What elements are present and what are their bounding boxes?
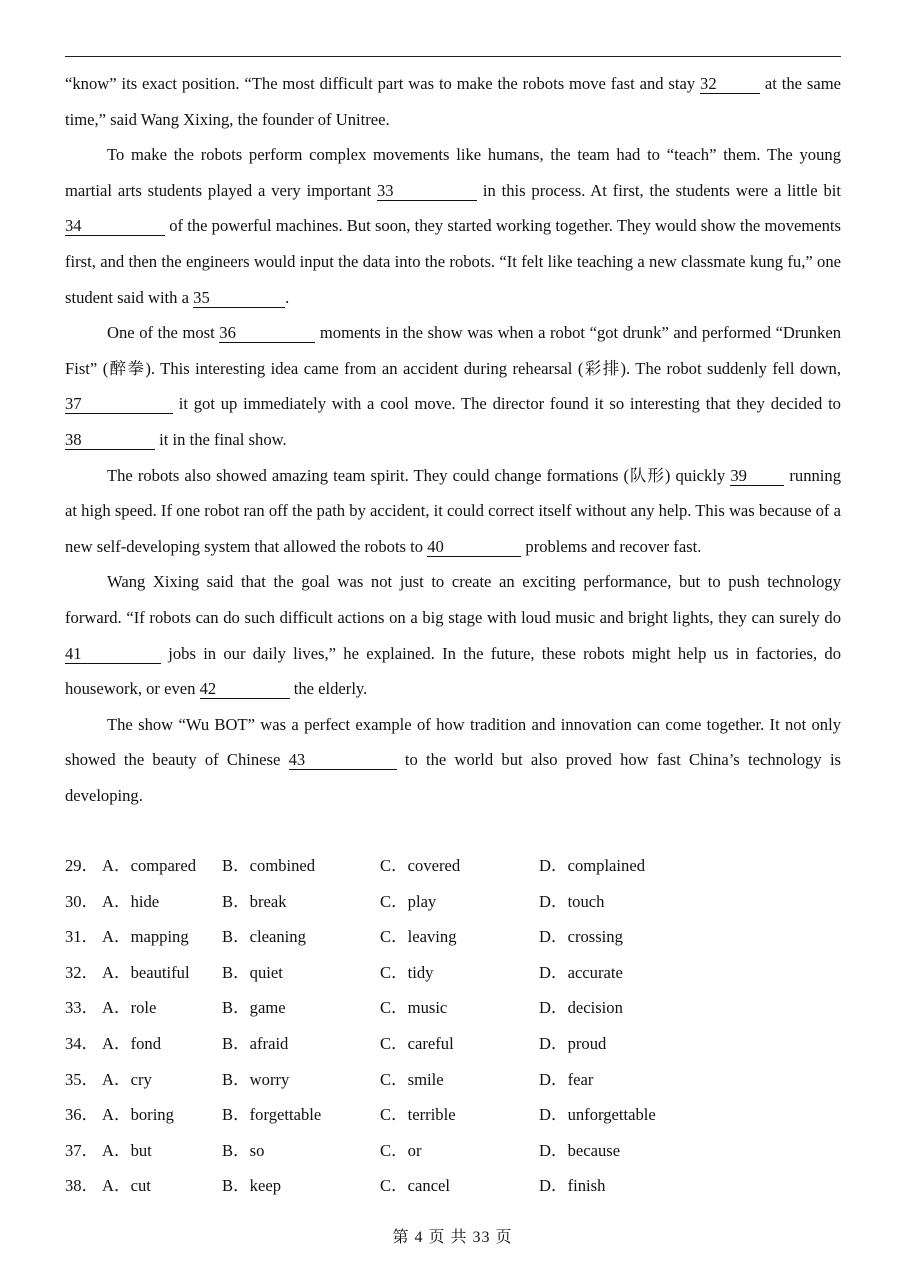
paragraph-4 <box>65 458 841 565</box>
blank-37[interactable]: 37 <box>65 394 173 414</box>
option-c[interactable]: C．smile <box>380 1069 444 1089</box>
option-b[interactable]: B．cleaning <box>222 927 306 947</box>
blank-33[interactable]: 33 <box>377 181 477 201</box>
answer-options <box>65 848 841 1204</box>
question-number: 35． <box>65 1069 99 1089</box>
option-row <box>65 1026 841 1062</box>
paragraph-text: moments in the show was when a robot “got drunk” and performed “Drunken Fist” (醉拳). This interesting idea came from an accident during rehearsal (彩排). The robot suddenly fell down, <box>65 323 841 378</box>
option-b[interactable]: B．so <box>222 1140 265 1160</box>
blank-43[interactable]: 43 <box>289 750 397 770</box>
blank-36[interactable]: 36 <box>219 323 315 343</box>
option-b[interactable]: B．worry <box>222 1069 290 1089</box>
blank-39[interactable]: 39 <box>730 466 784 486</box>
question-number: 36． <box>65 1105 99 1125</box>
paragraph-text: the elderly. <box>293 679 368 699</box>
option-c[interactable]: C．careful <box>380 1033 454 1053</box>
paragraph-1 <box>65 66 841 137</box>
paragraph-text: To make the robots perform complex movements like humans, the team had to “teach” them. The young martial arts students played a very important <box>65 145 841 200</box>
option-b[interactable]: B．break <box>222 891 287 911</box>
option-c[interactable]: C．tidy <box>380 962 434 982</box>
paragraph-text: of the powerful machines. But soon, they started working together. They would show the movements first, and then the engineers would input the data into the robots. “It felt like teaching a new classmate kung fu,” one student said with a <box>65 216 841 307</box>
paragraph-text: running at high speed. If one robot ran off the path by accident, it could correct itself without any help. This was because of a new self-developing system that allowed the robots to <box>65 465 842 556</box>
option-c[interactable]: C．covered <box>380 856 461 875</box>
option-a[interactable]: A．fond <box>102 1033 161 1053</box>
option-b[interactable]: B．afraid <box>222 1033 289 1053</box>
paragraph-5 <box>65 564 841 706</box>
option-d[interactable]: D．accurate <box>539 962 623 982</box>
blank-35[interactable]: 35 <box>193 288 285 308</box>
question-number: 31． <box>65 927 99 947</box>
option-b[interactable]: B．combined <box>222 856 316 875</box>
question-number: 37． <box>65 1140 99 1160</box>
paragraph-text: The robots also showed amazing team spirit. They could change formations (队形) quickly <box>107 465 726 485</box>
option-b[interactable]: B．keep <box>222 1176 281 1196</box>
option-a[interactable]: A．compared <box>102 856 196 875</box>
paragraph-2 <box>65 137 841 315</box>
option-b[interactable]: B．game <box>222 998 286 1018</box>
option-d[interactable]: D．decision <box>539 998 623 1018</box>
option-d[interactable]: D．fear <box>539 1069 594 1089</box>
question-number: 29． <box>65 856 99 875</box>
header-rule <box>65 56 841 57</box>
option-b[interactable]: B．forgettable <box>222 1105 322 1125</box>
option-a[interactable]: A．mapping <box>102 927 189 947</box>
option-row <box>65 884 841 920</box>
question-number: 32． <box>65 962 99 982</box>
option-a[interactable]: A．cut <box>102 1176 151 1196</box>
blank-38[interactable]: 38 <box>65 430 155 450</box>
option-a[interactable]: A．role <box>102 998 157 1018</box>
option-a[interactable]: A．beautiful <box>102 962 190 982</box>
option-d[interactable]: D．because <box>539 1140 621 1160</box>
option-d[interactable]: D．crossing <box>539 927 623 947</box>
option-row <box>65 1168 841 1204</box>
blank-42[interactable]: 42 <box>200 679 290 699</box>
option-a[interactable]: A．but <box>102 1140 152 1160</box>
page-number: 第 4 页 共 33 页 <box>392 1229 513 1246</box>
option-a[interactable]: A．hide <box>102 891 160 911</box>
question-number: 34． <box>65 1033 99 1053</box>
paragraph-text: One of the most <box>107 323 215 343</box>
question-number: 33． <box>65 998 99 1018</box>
paragraph-text: “know” its exact position. “The most difficult part was to make the robots move fast and stay <box>65 74 696 93</box>
paragraph-text: it got up immediately with a cool move. The director found it so interesting that they decided to <box>178 394 841 414</box>
option-b[interactable]: B．quiet <box>222 962 283 982</box>
paragraph-text: jobs in our daily lives,” he explained. In the future, these robots might help us in factories, do housework, or even <box>65 643 841 699</box>
paragraph-text: at the same time,” said Wang Xixing, the founder of Unitree. <box>65 74 841 129</box>
option-row <box>65 1097 841 1133</box>
option-c[interactable]: C．music <box>380 998 448 1018</box>
cloze-passage <box>65 66 841 813</box>
paragraph-text: Wang Xixing said that the goal was not just to create an exciting performance, but to push technology forward. “If robots can do such difficult actions on a big stage with loud music and bright lights, they can surely do <box>65 572 841 627</box>
option-d[interactable]: D．complained <box>539 856 645 875</box>
question-number: 30． <box>65 891 99 911</box>
option-a[interactable]: A．cry <box>102 1069 152 1089</box>
paragraph-text: problems and recover fast. <box>525 536 702 556</box>
option-row <box>65 848 841 884</box>
blank-34[interactable]: 34 <box>65 216 165 236</box>
option-row <box>65 990 841 1026</box>
option-c[interactable]: C．or <box>380 1140 422 1160</box>
option-c[interactable]: C．terrible <box>380 1105 456 1125</box>
paragraph-text: it in the final show. <box>159 429 287 449</box>
option-a[interactable]: A．boring <box>102 1105 174 1125</box>
blank-32[interactable]: 32 <box>700 74 760 94</box>
paragraph-3 <box>65 315 841 457</box>
option-row <box>65 1133 841 1169</box>
paragraph-text: in this process. At first, the students were a little bit <box>482 180 841 200</box>
blank-40[interactable]: 40 <box>427 537 521 557</box>
blank-41[interactable]: 41 <box>65 644 161 664</box>
option-d[interactable]: D．touch <box>539 891 605 911</box>
option-d[interactable]: D．proud <box>539 1033 607 1053</box>
option-d[interactable]: D．finish <box>539 1176 606 1196</box>
option-row <box>65 1062 841 1098</box>
paragraph-text: to the world but also proved how fast China’s technology is developing. <box>65 750 842 805</box>
question-number: 38． <box>65 1176 99 1196</box>
option-c[interactable]: C．leaving <box>380 927 457 947</box>
option-c[interactable]: C．play <box>380 891 437 911</box>
option-row <box>65 919 841 955</box>
option-d[interactable]: D．unforgettable <box>539 1105 656 1125</box>
option-row <box>65 955 841 991</box>
option-c[interactable]: C．cancel <box>380 1176 451 1196</box>
paragraph-text: . <box>285 287 290 307</box>
paragraph-text: The show “Wu BOT” was a perfect example of how tradition and innovation can come together. It not only showed the beauty of Chinese <box>65 714 841 770</box>
paragraph-6 <box>65 707 841 814</box>
